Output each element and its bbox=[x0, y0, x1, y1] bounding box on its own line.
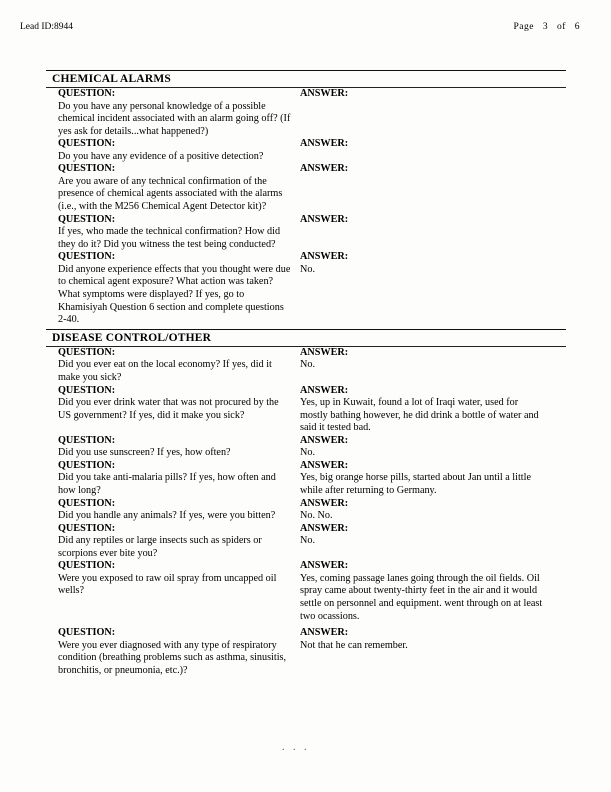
question-label: QUESTION: bbox=[58, 346, 116, 358]
question-cell bbox=[46, 523, 294, 561]
page-indicator bbox=[510, 22, 583, 32]
question-cell bbox=[46, 347, 294, 385]
answer-cell bbox=[294, 163, 546, 176]
question-label: QUESTION: bbox=[58, 434, 116, 446]
answer-text: Not that he can remember. bbox=[300, 639, 408, 651]
answer-label: ANSWER: bbox=[300, 138, 349, 150]
question-text: Did you handle any animals? If yes, were you bitten? bbox=[58, 510, 276, 522]
qa-item bbox=[46, 163, 566, 213]
question-label: QUESTION: bbox=[58, 497, 116, 509]
qa-item bbox=[46, 435, 566, 460]
answer-label: ANSWER: bbox=[300, 346, 349, 358]
qa-item bbox=[46, 214, 566, 252]
qa-block-chemical-alarms bbox=[46, 88, 566, 327]
answer-cell bbox=[294, 460, 546, 498]
page-bottom-mark: . . . bbox=[282, 742, 310, 753]
question-label: QUESTION: bbox=[58, 384, 116, 396]
page-of-label: of bbox=[556, 22, 566, 32]
question-cell bbox=[46, 214, 294, 252]
answer-label: ANSWER: bbox=[300, 384, 349, 396]
answer-cell bbox=[294, 347, 546, 372]
question-cell bbox=[46, 88, 294, 138]
lead-id-label: Lead ID: bbox=[20, 22, 55, 32]
answer-cell bbox=[294, 138, 546, 151]
question-label: QUESTION: bbox=[58, 138, 116, 150]
answer-label: ANSWER: bbox=[300, 497, 349, 509]
qa-item bbox=[46, 251, 566, 326]
page-label: Page bbox=[513, 22, 534, 32]
question-label: QUESTION: bbox=[58, 88, 116, 99]
answer-cell bbox=[294, 214, 546, 227]
answer-cell bbox=[294, 498, 546, 523]
answer-cell bbox=[294, 523, 546, 548]
question-label: QUESTION: bbox=[58, 213, 116, 225]
answer-label: ANSWER: bbox=[300, 560, 349, 572]
qa-item bbox=[46, 627, 566, 677]
page-total: 6 bbox=[574, 22, 580, 32]
question-cell bbox=[46, 138, 294, 163]
answer-text: No. bbox=[300, 263, 315, 275]
question-text: Were you exposed to raw oil spray from uncapped oil wells? bbox=[58, 572, 277, 597]
question-text: Were you ever diagnosed with any type of respiratory condition (breathing problems such as asthma, sinusitis, bronchitis, or pneumonia, etc.)? bbox=[58, 639, 287, 676]
answer-text: Yes, coming passage lanes going through the oil fields. Oil spray came about twenty-thirty feet in the air and it would settle on personnel and equipment. went through on at least two ocassions. bbox=[300, 572, 543, 622]
qa-item bbox=[46, 560, 566, 623]
question-cell bbox=[46, 251, 294, 326]
page-number: 3 bbox=[542, 22, 549, 32]
question-cell bbox=[46, 627, 294, 677]
answer-cell bbox=[294, 627, 546, 652]
qa-item bbox=[46, 385, 566, 435]
qa-block-disease-control-other bbox=[46, 347, 566, 678]
answer-label: ANSWER: bbox=[300, 459, 349, 471]
question-text: Did any reptiles or large insects such as spiders or scorpions ever bite you? bbox=[58, 535, 262, 559]
question-text: Do you have any personal knowledge of a possible chemical incident associated with an alarm going off? (If yes ask for details...what happened?) bbox=[58, 100, 291, 137]
answer-label: ANSWER: bbox=[300, 522, 349, 534]
answer-cell bbox=[294, 385, 546, 435]
question-label: QUESTION: bbox=[58, 522, 116, 534]
answer-text: No. No. bbox=[300, 510, 333, 522]
answer-text: Yes, up in Kuwait, found a lot of Iraqi water, used for mostly bathing however, he did drink a bottle of water and said it tested bad. bbox=[300, 397, 539, 434]
qa-item bbox=[46, 498, 566, 523]
question-text: Did you take anti-malaria pills? If yes, how often and how long? bbox=[58, 472, 276, 496]
qa-item bbox=[46, 347, 566, 385]
lead-id bbox=[20, 22, 73, 32]
section-title-chemical-alarms: CHEMICAL ALARMS bbox=[52, 73, 171, 85]
answer-label: ANSWER: bbox=[300, 163, 349, 175]
question-text: Do you have any evidence of a positive detection? bbox=[58, 150, 264, 162]
question-text: If yes, who made the technical confirmation? How did they do it? Did you witness the test being conducted? bbox=[58, 226, 281, 250]
answer-label: ANSWER: bbox=[300, 88, 349, 99]
lead-id-value: 8944 bbox=[54, 22, 74, 32]
section-title-disease-control-other: DISEASE CONTROL/OTHER bbox=[52, 331, 212, 344]
answer-cell bbox=[294, 435, 546, 460]
question-text: Did you ever drink water that was not procured by the US government? If yes, did it make you sick? bbox=[58, 397, 279, 421]
question-cell bbox=[46, 560, 294, 598]
question-text: Did you use sunscreen? If yes, how often? bbox=[58, 447, 231, 459]
question-cell bbox=[46, 435, 294, 460]
question-cell bbox=[46, 498, 294, 523]
answer-text: No. bbox=[300, 447, 315, 459]
qa-item bbox=[46, 460, 566, 498]
qa-item bbox=[46, 138, 566, 163]
answer-cell bbox=[294, 560, 546, 623]
document-body bbox=[46, 70, 566, 678]
answer-label: ANSWER: bbox=[300, 213, 349, 225]
question-text: Did you ever eat on the local economy? If yes, did it make you sick? bbox=[58, 359, 272, 383]
question-cell bbox=[46, 385, 294, 423]
question-label: QUESTION: bbox=[58, 163, 116, 175]
answer-text: Yes, big orange horse pills, started about Jan until a little while after returning to Germany. bbox=[300, 472, 531, 496]
answer-cell bbox=[294, 88, 546, 101]
answer-cell bbox=[294, 251, 546, 276]
question-text: Are you aware of any technical confirmation of the presence of chemical agents associated with the alarms (i.e., with the M256 Chemical Agent Detector kit)? bbox=[58, 175, 283, 213]
answer-label: ANSWER: bbox=[300, 434, 349, 446]
answer-label: ANSWER: bbox=[300, 627, 349, 639]
page-header bbox=[0, 22, 611, 38]
answer-label: ANSWER: bbox=[300, 251, 349, 263]
answer-text: No. bbox=[300, 359, 315, 371]
question-label: QUESTION: bbox=[58, 459, 116, 471]
qa-item bbox=[46, 523, 566, 561]
question-cell bbox=[46, 460, 294, 498]
question-cell bbox=[46, 163, 294, 213]
question-text: Did anyone experience effects that you thought were due to chemical agent exposure? What action was taken? What symptoms were displayed? If yes, go to Khamisiyah Question 6 section and complete questions 2-40. bbox=[58, 263, 291, 326]
question-label: QUESTION: bbox=[58, 560, 116, 572]
question-label: QUESTION: bbox=[58, 251, 116, 263]
qa-item bbox=[46, 88, 566, 138]
question-label: QUESTION: bbox=[58, 627, 116, 639]
answer-text: No. bbox=[300, 535, 315, 547]
